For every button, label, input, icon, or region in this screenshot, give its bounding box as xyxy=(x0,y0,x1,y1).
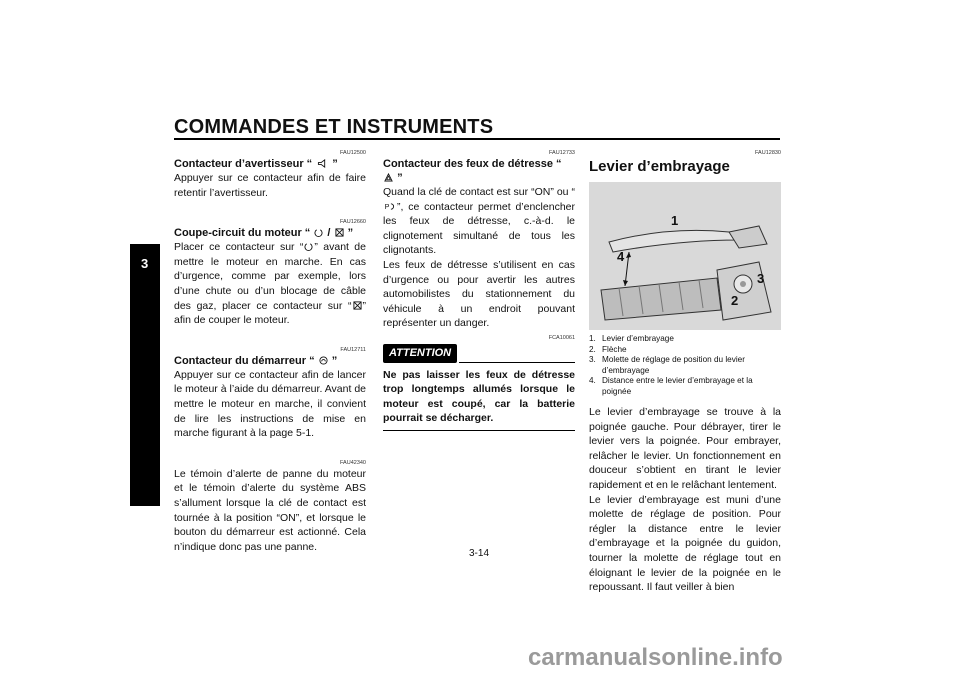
svg-text:P: P xyxy=(384,201,390,211)
engine-stop-icon xyxy=(353,301,362,310)
horn-icon xyxy=(316,159,328,168)
section-code: FAU42340 xyxy=(340,459,366,466)
attention-header xyxy=(383,344,575,363)
page-header-title: COMMANDES ET INSTRUMENTS xyxy=(174,116,494,138)
figure-callout-3: 3 xyxy=(757,271,765,286)
column-1 xyxy=(174,148,366,554)
starter-switch-text: Appuyer sur ce contacteur afin de lancer le moteur à l’aide du démarreur. Avant de mettre le moteur en marche, il convient de lire les instructions de mise en marche figurant à la page 5-1. xyxy=(174,368,366,440)
horn-switch-heading: Contacteur d’avertisseur “ ” xyxy=(174,158,338,170)
engine-run-icon xyxy=(314,228,323,237)
watermark: carmanualsonline.info xyxy=(528,644,783,671)
starter-icon xyxy=(319,356,328,365)
attention-rule xyxy=(459,362,575,363)
legend-item: 4. Distance entre le levier d’embrayage et la poignée xyxy=(589,376,753,396)
header-divider xyxy=(174,138,780,140)
attention-label: ATTENTION xyxy=(383,344,457,363)
clutch-lever-text-2: Le levier d’embrayage est muni d’une molette de réglage de position. Pour régler la distance entre le levier d’embrayage et la poignée du guidon, tourner la molette de réglage tout en éloignant le levier de la poignée en le repoussant. Il faut veiller à bien xyxy=(589,493,781,594)
column-3 xyxy=(589,148,781,595)
chapter-tab xyxy=(130,244,160,506)
legend-item: 3. Molette de réglage de position du levier d’embrayage xyxy=(589,355,745,375)
warning-light-text: Le témoin d’alerte de panne du moteur et le témoin d’alerte du système ABS s’allument lorsque la clé de contact est tournée à la position “ON”, et lorsque le bouton du démarreur est actionné. Cela n’indique donc pas une panne. xyxy=(174,467,366,553)
attention-text: Ne pas laisser les feux de détresse trop longtemps allumés lorsque le moteur est coupé, car la batterie pourrait se décharger. xyxy=(383,368,575,425)
hazard-switch-text: Quand la clé de contact est sur “ON” ou “ P ”, ce contacteur permet d’enclencher les feux de détresse, c.-à-d. le clignotement simultané de tous les clignotants. xyxy=(383,186,575,257)
legend-item: 1. Levier d’embrayage xyxy=(589,334,674,343)
engine-stop-icon xyxy=(335,228,344,237)
engine-stop-heading: Coupe-circuit du moteur “ / ” xyxy=(174,227,354,240)
hazard-usage-text: Les feux de détresse s’utilisent en cas d’urgence ou pour avertir les autres automobilistes du stationnement du véhicule à un endroit pouvant représenter un danger. xyxy=(383,258,575,330)
clutch-lever-text-1: Le levier d’embrayage se trouve à la poignée gauche. Pour débrayer, tirer le levier vers la poignée. Pour embrayer, relâcher le levier. Un fonctionnement en douceur s’obtient en tirant le levier rapidement et en le relâchant lentement. xyxy=(589,406,781,491)
page-number: 3-14 xyxy=(469,548,490,559)
attention-bottom-rule xyxy=(383,430,575,431)
section-code: FAU12500 xyxy=(340,150,366,156)
figure-callout-2: 2 xyxy=(731,293,739,308)
figure-legend xyxy=(589,334,781,397)
engine-run-icon xyxy=(304,242,313,251)
starter-switch-heading: Contacteur du démarreur “ ” xyxy=(174,354,338,367)
parking-position-icon xyxy=(384,202,396,211)
legend-item: 2. Flèche xyxy=(589,344,627,354)
engine-stop-text: Placer ce contacteur sur “ ” avant de mettre le moteur en marche. En cas d’urgence, comme par exemple, lors d’une chute ou d’un blocage de câble des gaz, placer ce contacteur sur “ ” afin de couper le moteur. xyxy=(174,241,366,327)
hazard-triangle-icon xyxy=(384,173,393,182)
clutch-lever-heading: Levier d’embrayage xyxy=(589,158,730,175)
chapter-number: 3 xyxy=(141,256,149,271)
hazard-switch-heading: Contacteur des feux de détresse “ ” xyxy=(383,158,562,184)
horn-switch-text: Appuyer sur ce contacteur afin de faire retentir l’avertisseur. xyxy=(174,172,366,199)
section-code: FAU12660 xyxy=(340,219,366,226)
section-code: FAU12711 xyxy=(340,346,366,353)
figure-callout-4: 4 xyxy=(617,249,625,264)
section-code: FCA10061 xyxy=(548,334,575,341)
section-code: FAU12830 xyxy=(755,150,781,156)
clutch-lever-illustration xyxy=(589,182,781,330)
figure-callout-1: 1 xyxy=(671,213,679,228)
column-2 xyxy=(383,148,575,431)
section-code: FAU12733 xyxy=(549,150,575,156)
